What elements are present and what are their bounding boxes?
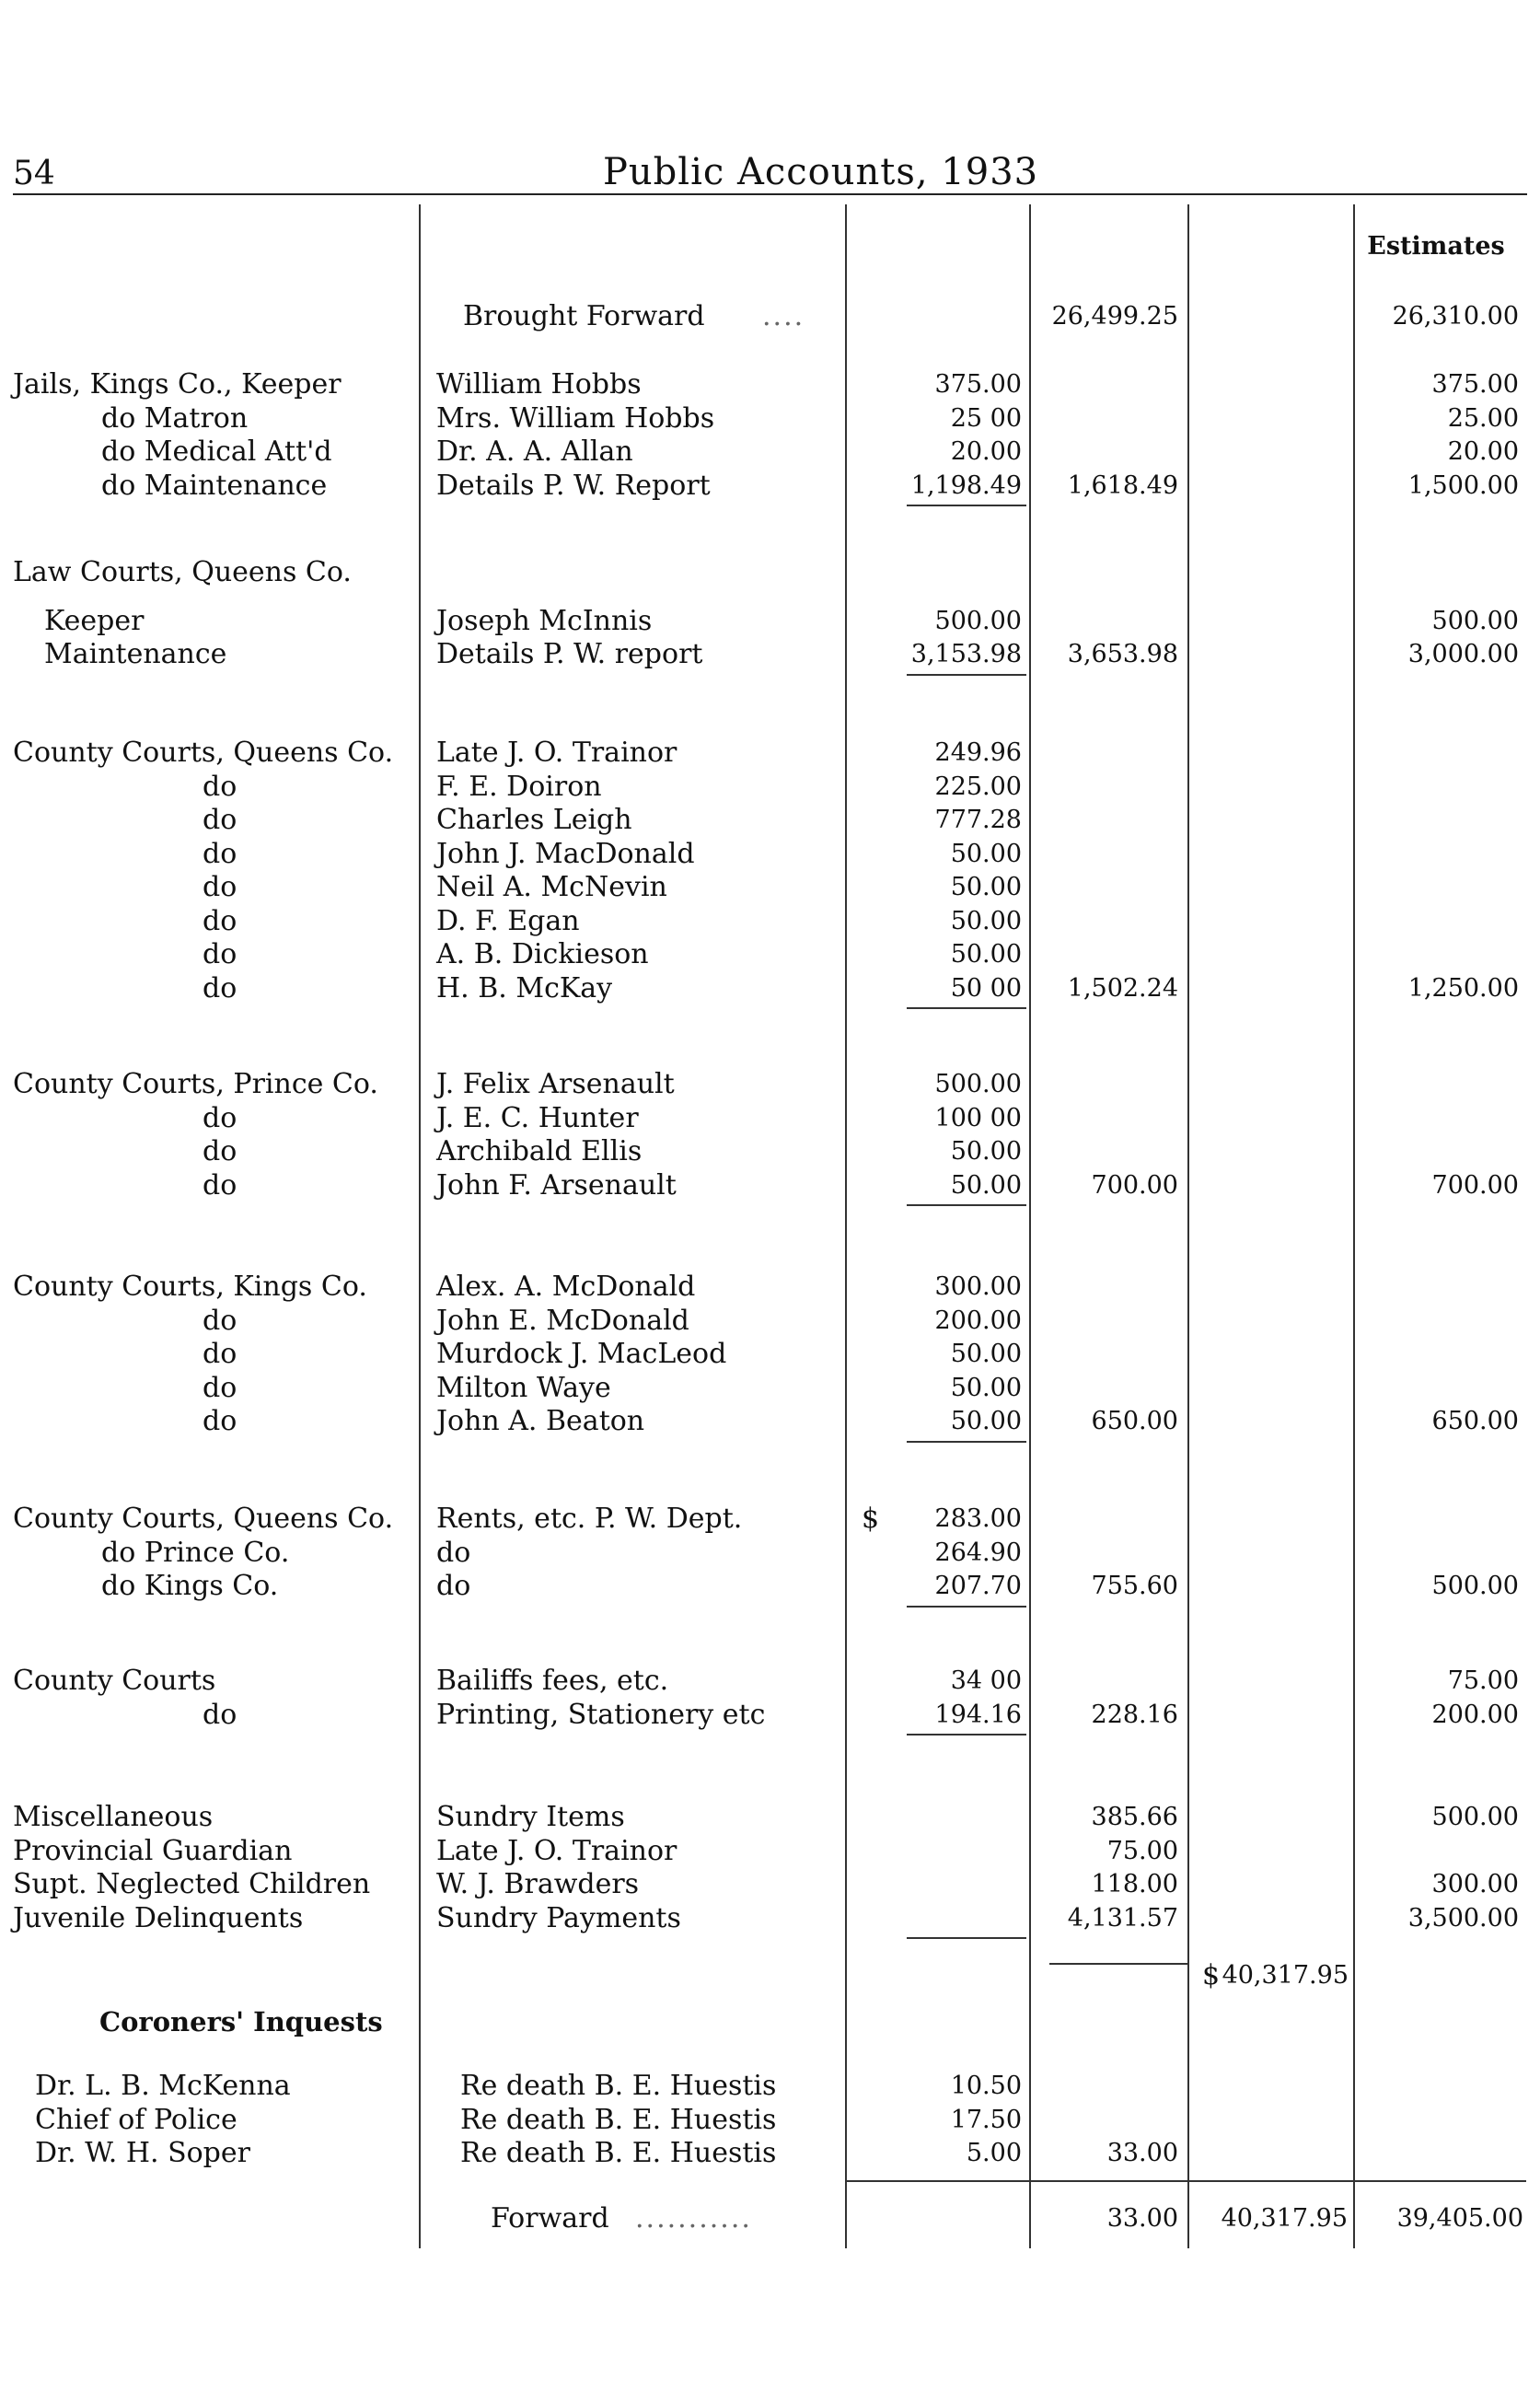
row-payee: Late J. O. Trainor (436, 1834, 677, 1867)
row-payee: Joseph McInnis (436, 604, 653, 637)
row-amount: 1,198.49 (910, 470, 1022, 500)
row-payee: Sundry Payments (436, 1901, 681, 1934)
row-description: do Medical Att'd (101, 435, 332, 468)
row-amount: 17.50 (950, 2105, 1022, 2134)
row-description: do (203, 938, 237, 970)
row-payee: John F. Arsenault (436, 1168, 677, 1202)
row-amount: 500.00 (934, 1070, 1022, 1098)
row-description: Miscellaneous (13, 1801, 214, 1833)
row-estimate: 1,250.00 (1407, 973, 1519, 1003)
row-amount: 50.00 (950, 1340, 1022, 1368)
row-payee: J. E. C. Hunter (436, 1101, 639, 1134)
row-subtotal: 755.60 (1091, 1572, 1178, 1600)
row-description: do (203, 1405, 237, 1437)
row-amount: 20.00 (950, 437, 1022, 466)
row-payee: Re death B. E. Huestis (460, 2070, 777, 2102)
row-payee: Re death B. E. Huestis (460, 2137, 777, 2169)
brought-forward-label: Brought Forward (463, 300, 705, 332)
row-amount: 5.00 (966, 2139, 1022, 2167)
header-rule (13, 193, 1527, 195)
column-rule-left (419, 204, 421, 2248)
row-amount: 264.90 (934, 1538, 1022, 1567)
row-description: do (203, 1304, 237, 1337)
forward-c3: 40,317.95 (1221, 2204, 1348, 2233)
row-description: do (203, 837, 237, 870)
coroners-heading: Coroners' Inquests (99, 2006, 383, 2037)
row-description: Maintenance (44, 638, 227, 670)
row-subtotal: 33.00 (1106, 2139, 1178, 2167)
estimates-header: Estimates (1367, 232, 1505, 261)
row-payee: Milton Waye (436, 1371, 611, 1404)
row-payee: Alex. A. McDonald (436, 1271, 696, 1303)
row-amount: 207.70 (934, 1572, 1022, 1600)
column-rule-payee (845, 204, 847, 2248)
row-amount: 194.16 (934, 1700, 1022, 1729)
row-amount: 50.00 (950, 1137, 1022, 1166)
subtotal-rule (907, 1204, 1026, 1206)
row-estimate: 75.00 (1447, 1666, 1519, 1695)
row-payee: John E. McDonald (436, 1304, 689, 1337)
subtotal-rule (907, 1007, 1026, 1009)
row-payee: Printing, Stationery etc (436, 1698, 766, 1731)
row-description: do Prince Co. (101, 1536, 290, 1569)
row-description: Jails, Kings Co., Keeper (13, 368, 342, 400)
row-payee: D. F. Egan (436, 904, 580, 937)
row-payee: Charles Leigh (436, 804, 632, 836)
row-estimate: 25.00 (1447, 403, 1519, 433)
row-description: Chief of Police (35, 2103, 237, 2136)
row-payee: Details P. W. report (436, 638, 703, 670)
row-description: do (203, 770, 237, 803)
forward-estimate: 39,405.00 (1396, 2204, 1523, 2233)
row-estimate: 3,000.00 (1407, 640, 1519, 668)
forward-top-rule (845, 2180, 1526, 2182)
row-estimate: 375.00 (1431, 370, 1519, 399)
row-description: do Kings Co. (101, 1570, 279, 1602)
row-payee: do (436, 1536, 471, 1569)
row-subtotal: 4,131.57 (1067, 1903, 1178, 1933)
leader-dots: ........... (635, 2202, 752, 2235)
leader-dots: .... (762, 300, 805, 332)
row-description: do (203, 1101, 237, 1134)
row-payee: Late J. O. Trainor (436, 737, 677, 769)
row-description: do (203, 871, 237, 903)
row-payee: J. Felix Arsenault (436, 1068, 675, 1100)
row-estimate: 700.00 (1431, 1170, 1519, 1200)
row-payee: John A. Beaton (436, 1405, 645, 1437)
row-subtotal: 1,502.24 (1067, 973, 1178, 1003)
row-amount: 25 00 (950, 403, 1022, 433)
row-amount: 10.50 (950, 2072, 1022, 2100)
row-description: do (203, 1168, 237, 1202)
subtotal-rule (907, 1937, 1026, 1939)
row-amount: 225.00 (934, 772, 1022, 801)
row-amount: 50.00 (950, 1170, 1022, 1200)
row-subtotal: 118.00 (1091, 1870, 1178, 1898)
row-amount: 200.00 (934, 1306, 1022, 1335)
row-estimate: 300.00 (1431, 1870, 1519, 1898)
row-amount: 50.00 (950, 839, 1022, 868)
row-amount: 283.00 (934, 1504, 1022, 1533)
row-description: Dr. L. B. McKenna (35, 2070, 291, 2102)
row-description: Juvenile Delinquents (13, 1901, 304, 1934)
subtotal-rule (907, 505, 1026, 506)
row-payee: William Hobbs (436, 368, 642, 400)
row-description: Dr. W. H. Soper (35, 2137, 250, 2169)
row-payee: John J. MacDonald (436, 837, 695, 870)
brought-forward-estimate: 26,310.00 (1392, 302, 1519, 331)
row-subtotal: 650.00 (1091, 1407, 1178, 1435)
row-amount: 50.00 (950, 940, 1022, 969)
row-description: do Maintenance (101, 469, 328, 502)
row-payee: Mrs. William Hobbs (436, 401, 715, 435)
row-description: do Matron (101, 401, 249, 435)
row-subtotal: 1,618.49 (1067, 470, 1178, 500)
row-estimate: 200.00 (1431, 1700, 1519, 1729)
running-head: Public Accounts, 1933 (603, 151, 1039, 193)
row-description: do (203, 1338, 237, 1370)
subtotal-rule (907, 1606, 1026, 1608)
row-payee: Details P. W. Report (436, 469, 711, 502)
row-subtotal: 385.66 (1091, 1803, 1178, 1831)
row-amount: 500.00 (934, 606, 1022, 635)
column-rule-c2 (1187, 204, 1189, 2248)
column-rule-c1 (1029, 204, 1031, 2248)
row-subtotal: 228.16 (1091, 1700, 1178, 1729)
row-amount: 50.00 (950, 873, 1022, 901)
row-payee: Bailiffs fees, etc. (436, 1665, 669, 1697)
row-description: do (203, 971, 237, 1004)
row-payee: Rents, etc. P. W. Dept. (436, 1503, 743, 1535)
forward-label: Forward (491, 2202, 609, 2235)
row-payee: Archibald Ellis (436, 1135, 643, 1167)
row-description: County Courts (13, 1665, 216, 1697)
row-estimate: 500.00 (1431, 606, 1519, 635)
row-description: County Courts, Queens Co. (13, 1503, 394, 1535)
row-payee: do (436, 1570, 471, 1602)
row-amount: 50.00 (950, 906, 1022, 935)
column-rule-c3 (1353, 204, 1355, 2248)
row-amount: 3,153.98 (910, 640, 1022, 668)
row-estimate: 20.00 (1447, 437, 1519, 466)
row-payee: A. B. Dickieson (436, 938, 649, 970)
row-description: County Courts, Prince Co. (13, 1068, 378, 1100)
row-payee: H. B. McKay (436, 971, 613, 1004)
row-estimate: 500.00 (1431, 1572, 1519, 1600)
dollar-sign: $ (862, 1503, 880, 1535)
row-amount: 375.00 (934, 370, 1022, 399)
subtotal-rule (907, 1441, 1026, 1443)
row-amount: 50.00 (950, 1373, 1022, 1402)
row-subtotal: 3,653.98 (1067, 640, 1178, 668)
row-description: do (203, 1371, 237, 1404)
forward-c2: 33.00 (1106, 2204, 1178, 2233)
row-amount: 249.96 (934, 738, 1022, 767)
subtotal-rule (907, 1734, 1026, 1736)
row-estimate: 1,500.00 (1407, 470, 1519, 500)
row-subtotal: 75.00 (1106, 1836, 1178, 1865)
row-amount: 100 00 (934, 1103, 1022, 1132)
row-description: County Courts, Kings Co. (13, 1271, 367, 1303)
row-amount: 34 00 (950, 1666, 1022, 1695)
row-payee: Dr. A. A. Allan (436, 435, 633, 468)
row-description: do (203, 1698, 237, 1731)
row-estimate: 650.00 (1431, 1407, 1519, 1435)
row-description: Provincial Guardian (13, 1834, 293, 1867)
group-heading: Law Courts, Queens Co. (13, 556, 352, 588)
row-estimate: 3,500.00 (1407, 1903, 1519, 1933)
row-estimate: 500.00 (1431, 1803, 1519, 1831)
row-payee: Murdock J. MacLeod (436, 1338, 727, 1370)
row-amount: 300.00 (934, 1272, 1022, 1301)
row-description: do (203, 1135, 237, 1167)
row-payee: Neil A. McNevin (436, 871, 667, 903)
row-description: Supt. Neglected Children (13, 1868, 371, 1900)
row-payee: W. J. Brawders (436, 1868, 640, 1900)
subtotal-dollar: $ (1202, 1959, 1221, 1991)
row-subtotal: 700.00 (1091, 1170, 1178, 1200)
subtotal-rule (1049, 1963, 1187, 1965)
row-description: Keeper (44, 604, 145, 637)
subtotal-amount: 40,317.95 (1222, 1961, 1349, 1990)
row-description: County Courts, Queens Co. (13, 737, 394, 769)
row-amount: 50 00 (950, 973, 1022, 1003)
row-payee: Sundry Items (436, 1801, 625, 1833)
row-amount: 777.28 (934, 806, 1022, 834)
brought-forward-amount: 26,499.25 (1051, 302, 1178, 331)
page-number: 54 (13, 155, 55, 192)
subtotal-rule (907, 674, 1026, 676)
row-description: do (203, 904, 237, 937)
row-amount: 50.00 (950, 1407, 1022, 1435)
row-payee: Re death B. E. Huestis (460, 2103, 777, 2136)
row-payee: F. E. Doiron (436, 770, 602, 803)
row-description: do (203, 804, 237, 836)
